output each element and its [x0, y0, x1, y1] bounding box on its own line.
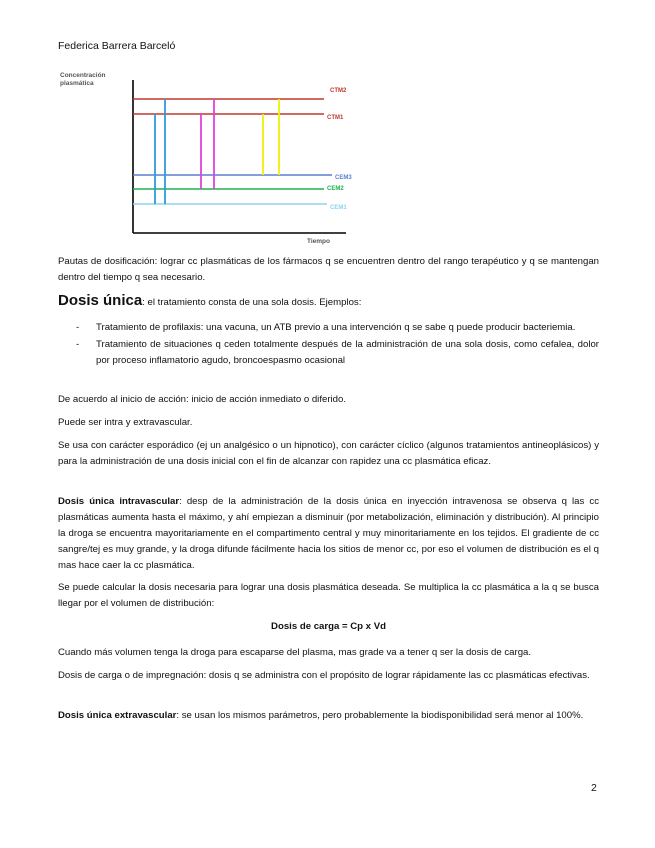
- intravascular-title: Dosis única intravascular: [58, 496, 180, 507]
- y-axis-label-line2: plasmática: [60, 80, 94, 87]
- route-paragraph: Puede ser intra y extravascular.: [58, 417, 193, 428]
- list-item: - Tratamiento de situaciones q ceden totalmente después de la administración de una sola dosis, como cefalea, dolor por proceso inflamatorio agudo, broncoespasmo ocasional: [76, 339, 599, 366]
- cem3-label: CEM3: [335, 175, 352, 181]
- intro-paragraph: Pautas de dosificación: lograr cc plasmáticas de los fármacos q se encuentren dentro del rango terapéutico y q se mantengan dentro del tiempo q sea necesario.: [58, 256, 599, 283]
- extravascular-title: Dosis única extravascular: [58, 710, 177, 721]
- volume-paragraph: Cuando más volumen tenga la droga para escaparse del plasma, mas grade va a tener q ser la dosis de carga.: [58, 647, 532, 658]
- intravascular-paragraph: [58, 494, 599, 574]
- extravascular-paragraph: [58, 708, 599, 724]
- extravascular-text: : se usan los mismos parámetros, pero probablemente la biodisponibilidad será menor al 100%.: [176, 710, 584, 721]
- intravascular-text: : desp de la administración de la dosis única en inyección intravenosa se observa q las cc plasmáticas aumenta hasta el máximo, y ahí empiezan a disminuir (por metabolización, eliminación y distribución). Al principio la droga se encuentra mayoritariamente en el compartimento central y muy minoritariamente en los tejidos. El gradiente de cc sangre/tej es muy grande, y la droga difunde fácilmente hacia los sitios de menor cc, por eso el volumen de distribución es el q mas hace caer la cc plasmática.: [58, 496, 599, 571]
- cem1-label: CEM1: [330, 205, 347, 211]
- section-title: Dosis única: [58, 292, 143, 309]
- x-axis-label: Tiempo: [307, 238, 330, 245]
- examples-list: [76, 320, 599, 370]
- bullet-dash: -: [76, 339, 80, 350]
- loading-dose-formula: Dosis de carga = Cp x Vd: [271, 621, 386, 632]
- cem2-label: CEM2: [327, 186, 344, 192]
- section-heading: [58, 292, 361, 309]
- usage-paragraph: Se usa con carácter esporádico (ej un analgésico o un hipnotico), con carácter cíclico (algunos tratamientos antineoplásicos) y para la administración de una dosis inicial con el fin de alcanzar con rapidez una cc plasmática eficaz.: [58, 440, 599, 467]
- ctm2-label: CTM2: [330, 88, 347, 94]
- bullet-dash: -: [76, 322, 80, 333]
- page-number: 2: [591, 782, 597, 794]
- author-name: Federica Barrera Barceló: [58, 40, 176, 52]
- ctm1-label: CTM1: [327, 115, 344, 121]
- section-subtitle: : el tratamiento consta de una sola dosis. Ejemplos:: [142, 297, 362, 308]
- y-axis-label-line1: Concentración: [60, 72, 106, 79]
- concentration-chart: [56, 66, 366, 248]
- loading-dose-paragraph: Dosis de carga o de impregnación: dosis q se administra con el propósito de lograr rápidamente las cc plasmáticas efectivas.: [58, 670, 590, 681]
- onset-paragraph: De acuerdo al inicio de acción: inicio de acción inmediato o diferido.: [58, 394, 346, 405]
- calculation-paragraph: Se puede calcular la dosis necesaria para lograr una dosis plasmática deseada. Se multiplica la cc plasmática a la q se busca llegar por el volumen de distribución:: [58, 582, 599, 609]
- list-item: - Tratamiento de profilaxis: una vacuna, un ATB previo a una intervención q se sabe q puede producir bacteriemia.: [76, 320, 599, 336]
